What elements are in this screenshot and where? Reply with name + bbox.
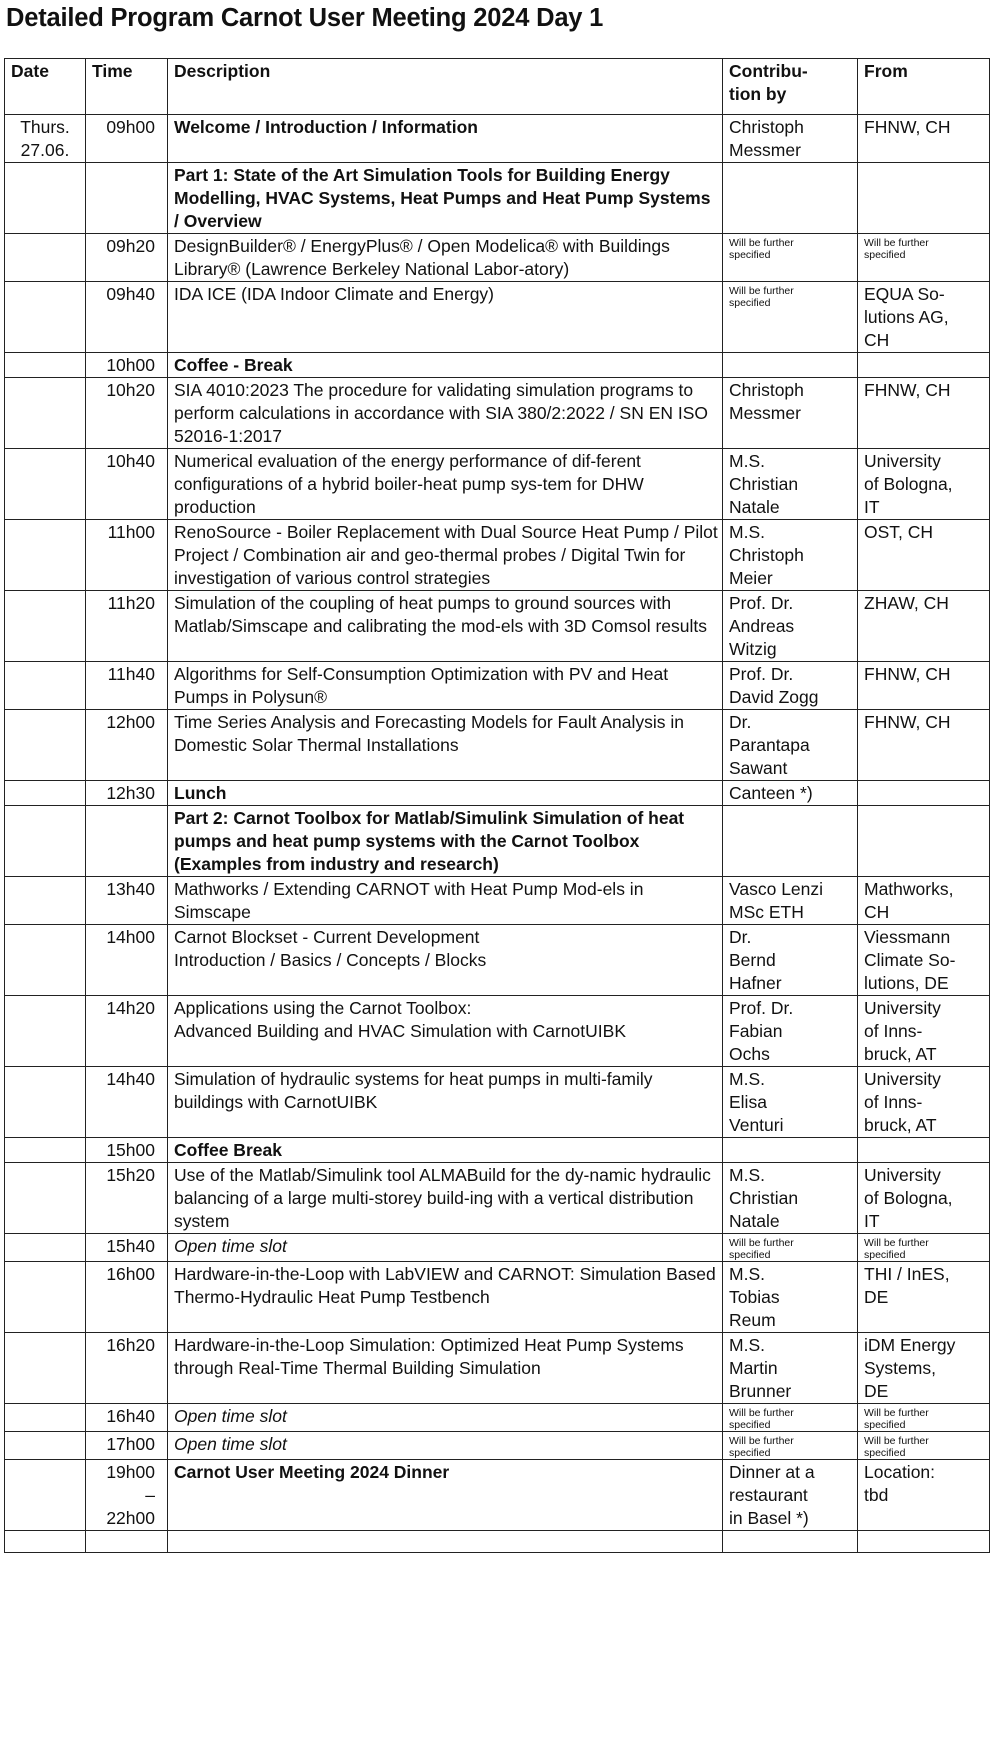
table-row <box>5 781 990 806</box>
from-cell: Will be further specified <box>858 1234 990 1262</box>
date-cell <box>5 806 86 877</box>
table-row <box>5 1460 990 1531</box>
table-row <box>5 234 990 282</box>
from-cell: Mathworks, CH <box>858 877 990 925</box>
from-cell: Viessmann Climate So- lutions, DE <box>858 925 990 996</box>
time-cell: 11h20 <box>86 591 168 662</box>
time-cell: 10h20 <box>86 378 168 449</box>
table-row <box>5 1333 990 1404</box>
description-cell: Numerical evaluation of the energy performance of dif-ferent configurations of a hybrid boiler-heat pump sys-tem for DHW production <box>168 449 723 520</box>
table-row <box>5 1138 990 1163</box>
from-cell: FHNW, CH <box>858 378 990 449</box>
time-cell: 11h40 <box>86 662 168 710</box>
description-cell: RenoSource - Boiler Replacement with Dual Source Heat Pump / Pilot Project / Combination air and geo-thermal probes / Digital Twin for investigation of various control strategies <box>168 520 723 591</box>
time-cell: 14h00 <box>86 925 168 996</box>
from-cell: FHNW, CH <box>858 115 990 163</box>
from-cell <box>858 806 990 877</box>
time-cell: 09h20 <box>86 234 168 282</box>
page-title: Detailed Program Carnot User Meeting 2024 Day 1 <box>6 4 604 32</box>
table-header-row <box>5 59 990 115</box>
contribution-cell: Dr. Parantapa Sawant <box>723 710 858 781</box>
time-cell: 09h00 <box>86 115 168 163</box>
date-cell <box>5 591 86 662</box>
table-row-empty <box>5 1531 990 1553</box>
header-time: Time <box>86 59 168 115</box>
time-cell: 15h00 <box>86 1138 168 1163</box>
date-cell <box>5 1163 86 1234</box>
date-cell <box>5 1432 86 1460</box>
table-row <box>5 996 990 1067</box>
from-cell: University of Inns- bruck, AT <box>858 996 990 1067</box>
date-cell <box>5 378 86 449</box>
date-cell <box>5 282 86 353</box>
from-cell: FHNW, CH <box>858 662 990 710</box>
contribution-cell: Prof. Dr. Andreas Witzig <box>723 591 858 662</box>
contribution-cell: Dr. Bernd Hafner <box>723 925 858 996</box>
table-row <box>5 353 990 378</box>
header-date: Date <box>5 59 86 115</box>
date-cell <box>5 1333 86 1404</box>
from-cell: Location: tbd <box>858 1460 990 1531</box>
description-cell: Lunch <box>168 781 723 806</box>
from-cell: Will be further specified <box>858 1432 990 1460</box>
time-cell: 16h40 <box>86 1404 168 1432</box>
header-description: Description <box>168 59 723 115</box>
table-row <box>5 1163 990 1234</box>
contribution-cell: Dinner at a restaurant in Basel *) <box>723 1460 858 1531</box>
from-cell: University of Inns- bruck, AT <box>858 1067 990 1138</box>
contribution-cell <box>723 163 858 234</box>
description-cell: Mathworks / Extending CARNOT with Heat Pump Mod-els in Simscape <box>168 877 723 925</box>
description-cell: Carnot User Meeting 2024 Dinner <box>168 1460 723 1531</box>
contribution-cell: M.S. Christian Natale <box>723 449 858 520</box>
table-row <box>5 1432 990 1460</box>
description-cell: Use of the Matlab/Simulink tool ALMABuild for the dy-namic hydraulic balancing of a large multi-storey build-ing with a vertical distribution system <box>168 1163 723 1234</box>
date-cell <box>5 1262 86 1333</box>
description-cell: Part 1: State of the Art Simulation Tools for Building Energy Modelling, HVAC Systems, Heat Pumps and Heat Pump Systems / Overview <box>168 163 723 234</box>
date-cell <box>5 1234 86 1262</box>
time-cell <box>86 806 168 877</box>
from-cell: Will be further specified <box>858 234 990 282</box>
contribution-cell: Prof. Dr. Fabian Ochs <box>723 996 858 1067</box>
date-cell <box>5 877 86 925</box>
from-cell <box>858 163 990 234</box>
time-cell: 12h00 <box>86 710 168 781</box>
contribution-cell: M.S. Christoph Meier <box>723 520 858 591</box>
table-row <box>5 1067 990 1138</box>
date-cell: Thurs. 27.06. <box>5 115 86 163</box>
description-cell: Hardware-in-the-Loop Simulation: Optimized Heat Pump Systems through Real-Time Thermal Building Simulation <box>168 1333 723 1404</box>
time-cell: 10h00 <box>86 353 168 378</box>
table-row <box>5 449 990 520</box>
description-cell: Simulation of the coupling of heat pumps to ground sources with Matlab/Simscape and calibrating the mod-els with 3D Comsol results <box>168 591 723 662</box>
table-row <box>5 662 990 710</box>
time-cell: 17h00 <box>86 1432 168 1460</box>
table-row <box>5 163 990 234</box>
date-cell <box>5 234 86 282</box>
table-row <box>5 520 990 591</box>
from-cell <box>858 1138 990 1163</box>
from-cell: ZHAW, CH <box>858 591 990 662</box>
time-cell: 12h30 <box>86 781 168 806</box>
time-cell <box>86 163 168 234</box>
description-cell: Algorithms for Self-Consumption Optimization with PV and Heat Pumps in Polysun® <box>168 662 723 710</box>
description-cell: Hardware-in-the-Loop with LabVIEW and CARNOT: Simulation Based Thermo-Hydraulic Heat Pump Testbench <box>168 1262 723 1333</box>
date-cell <box>5 353 86 378</box>
contribution-cell: Canteen *) <box>723 781 858 806</box>
description-cell: Open time slot <box>168 1234 723 1262</box>
table-row <box>5 710 990 781</box>
date-cell <box>5 163 86 234</box>
contribution-cell: Will be further specified <box>723 1404 858 1432</box>
description-cell: Open time slot <box>168 1432 723 1460</box>
from-cell: EQUA So- lutions AG, CH <box>858 282 990 353</box>
time-cell: 09h40 <box>86 282 168 353</box>
date-cell <box>5 925 86 996</box>
table-row <box>5 1262 990 1333</box>
date-cell <box>5 662 86 710</box>
table-row <box>5 282 990 353</box>
program-table <box>4 58 990 1553</box>
description-cell: DesignBuilder® / EnergyPlus® / Open Modelica® with Buildings Library® (Lawrence Berkeley National Labor-atory) <box>168 234 723 282</box>
header-contribution: Contribu- tion by <box>723 59 858 115</box>
contribution-cell <box>723 1138 858 1163</box>
description-cell: Open time slot <box>168 1404 723 1432</box>
table-row <box>5 806 990 877</box>
contribution-cell: Christoph Messmer <box>723 115 858 163</box>
contribution-cell: Will be further specified <box>723 234 858 282</box>
from-cell: iDM Energy Systems, DE <box>858 1333 990 1404</box>
description-cell: Simulation of hydraulic systems for heat pumps in multi-family buildings with CarnotUIBK <box>168 1067 723 1138</box>
from-cell: THI / InES, DE <box>858 1262 990 1333</box>
contribution-cell: M.S. Elisa Venturi <box>723 1067 858 1138</box>
date-cell <box>5 996 86 1067</box>
from-cell: University of Bologna, IT <box>858 1163 990 1234</box>
contribution-cell <box>723 353 858 378</box>
from-cell: OST, CH <box>858 520 990 591</box>
header-from: From <box>858 59 990 115</box>
contribution-cell: Prof. Dr. David Zogg <box>723 662 858 710</box>
description-cell: SIA 4010:2023 The procedure for validating simulation programs to perform calculations in accordance with SIA 380/2:2022 / SN EN ISO 52016-1:2017 <box>168 378 723 449</box>
contribution-cell: Will be further specified <box>723 1432 858 1460</box>
from-cell <box>858 781 990 806</box>
description-cell: IDA ICE (IDA Indoor Climate and Energy) <box>168 282 723 353</box>
contribution-cell: Will be further specified <box>723 282 858 353</box>
table-row <box>5 1234 990 1262</box>
time-cell: 16h00 <box>86 1262 168 1333</box>
description-cell: Welcome / Introduction / Information <box>168 115 723 163</box>
date-cell <box>5 1067 86 1138</box>
description-cell: Coffee - Break <box>168 353 723 378</box>
time-cell: 13h40 <box>86 877 168 925</box>
date-cell <box>5 449 86 520</box>
time-cell: 14h20 <box>86 996 168 1067</box>
description-cell: Time Series Analysis and Forecasting Models for Fault Analysis in Domestic Solar Thermal Installations <box>168 710 723 781</box>
time-cell: 10h40 <box>86 449 168 520</box>
date-cell <box>5 710 86 781</box>
from-cell: FHNW, CH <box>858 710 990 781</box>
time-cell: 16h20 <box>86 1333 168 1404</box>
table-row <box>5 877 990 925</box>
table-row <box>5 925 990 996</box>
date-cell <box>5 1460 86 1531</box>
contribution-cell: Vasco Lenzi MSc ETH <box>723 877 858 925</box>
description-cell: Carnot Blockset - Current Development Introduction / Basics / Concepts / Blocks <box>168 925 723 996</box>
contribution-cell: Will be further specified <box>723 1234 858 1262</box>
table-row <box>5 378 990 449</box>
table-row <box>5 115 990 163</box>
date-cell <box>5 1404 86 1432</box>
from-cell: University of Bologna, IT <box>858 449 990 520</box>
from-cell <box>858 353 990 378</box>
contribution-cell: M.S. Christian Natale <box>723 1163 858 1234</box>
description-cell: Coffee Break <box>168 1138 723 1163</box>
date-cell <box>5 1138 86 1163</box>
time-cell: 15h20 <box>86 1163 168 1234</box>
time-cell: 15h40 <box>86 1234 168 1262</box>
table-row <box>5 591 990 662</box>
from-cell: Will be further specified <box>858 1404 990 1432</box>
time-cell: 19h00 – 22h00 <box>86 1460 168 1531</box>
description-cell: Applications using the Carnot Toolbox: Advanced Building and HVAC Simulation with CarnotUIBK <box>168 996 723 1067</box>
date-cell <box>5 520 86 591</box>
table-row <box>5 1404 990 1432</box>
contribution-cell <box>723 806 858 877</box>
time-cell: 11h00 <box>86 520 168 591</box>
contribution-cell: M.S. Martin Brunner <box>723 1333 858 1404</box>
date-cell <box>5 781 86 806</box>
description-cell: Part 2: Carnot Toolbox for Matlab/Simulink Simulation of heat pumps and heat pump systems with the Carnot Toolbox (Examples from industry and research) <box>168 806 723 877</box>
contribution-cell: Christoph Messmer <box>723 378 858 449</box>
contribution-cell: M.S. Tobias Reum <box>723 1262 858 1333</box>
time-cell: 14h40 <box>86 1067 168 1138</box>
